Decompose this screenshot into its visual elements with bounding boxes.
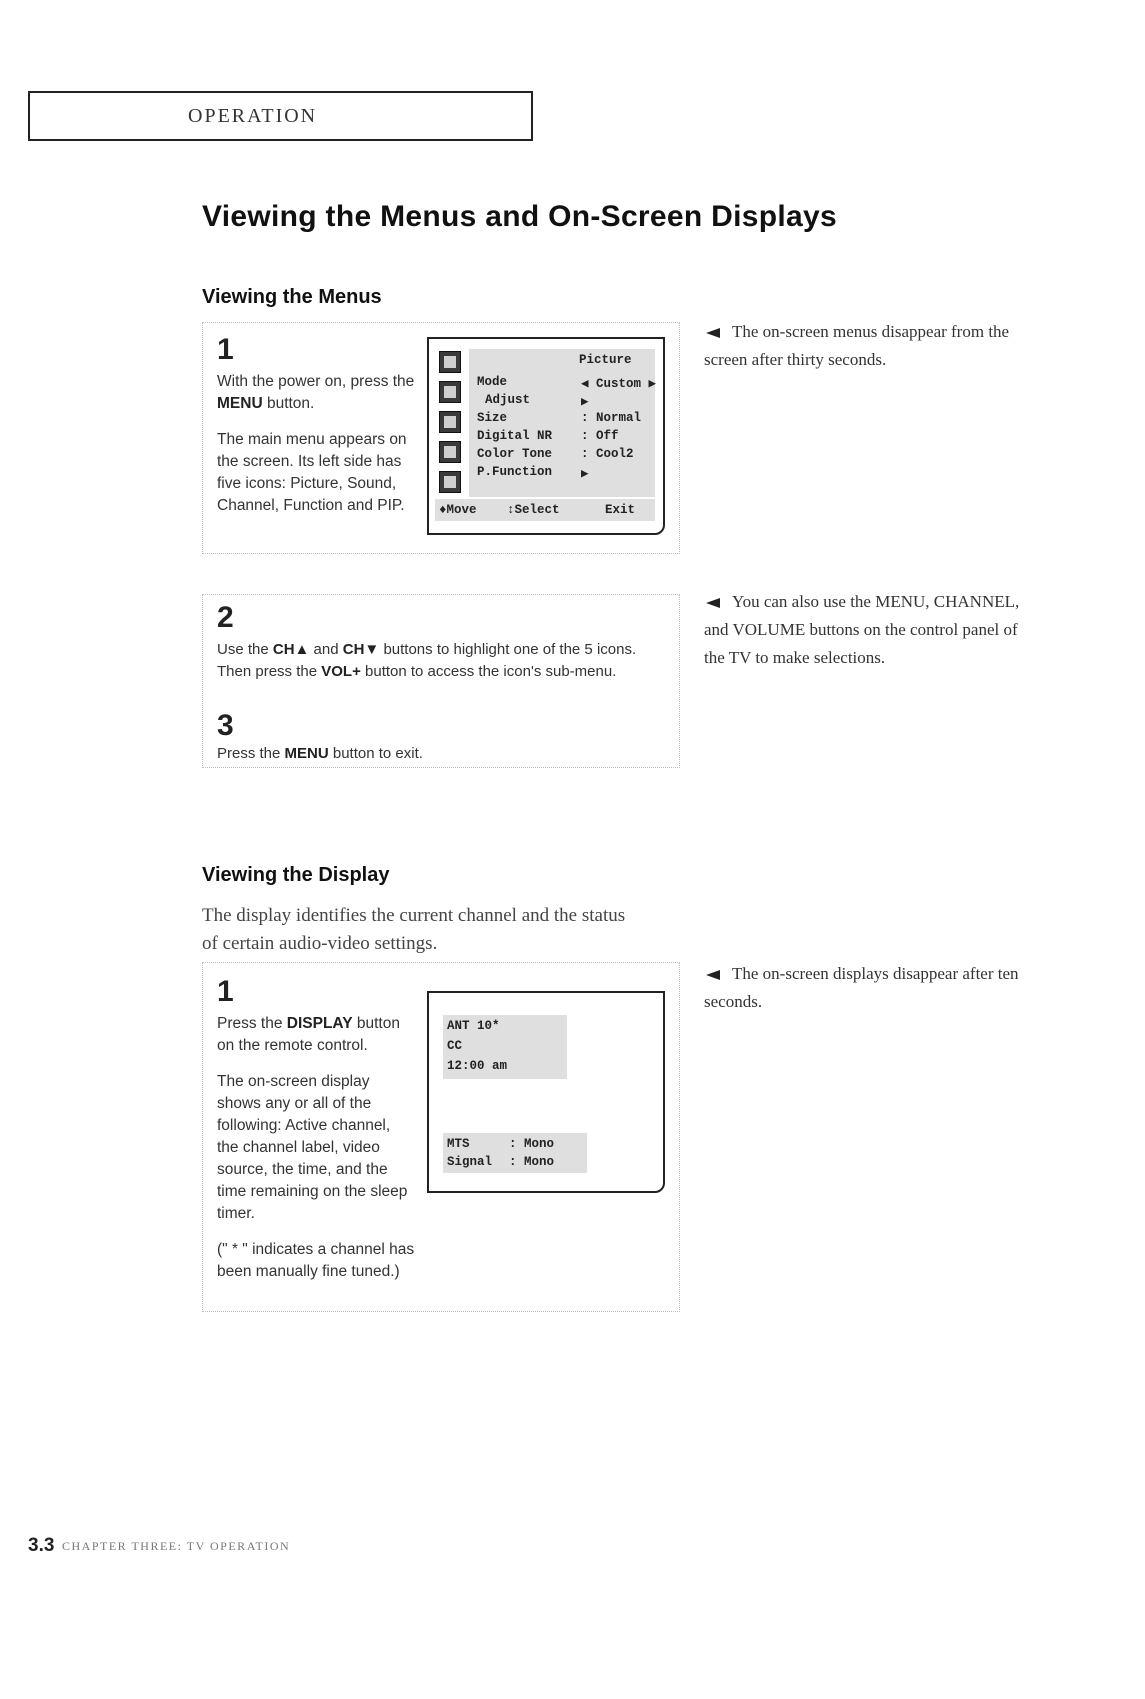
- ch-down-key: CH▼: [342, 641, 380, 658]
- channel-icon: [439, 411, 461, 433]
- menus-step3-menu-key: MENU: [284, 745, 329, 762]
- menus-note-1-text: The on-screen menus disappear from the screen after thirty seconds.: [704, 322, 1010, 369]
- main-menu-screen: [427, 337, 665, 535]
- display-time: 12:00 am: [447, 1059, 508, 1073]
- menu-row-label: P.Function: [477, 465, 553, 479]
- display-step1-text-d: (" * " indicates a channel has been manually fine tuned.): [217, 1241, 415, 1280]
- pointer-arrow-icon: [706, 970, 720, 980]
- menus-step2-text-a: Use the: [217, 641, 273, 658]
- pointer-arrow-icon: [706, 328, 720, 338]
- menus-step3-text-b: button to exit.: [328, 745, 423, 762]
- menus-step1-text-c: The main menu appears on the screen. Its left side has five icons: Picture, Sound, Channel, Function and PIP.: [217, 431, 407, 514]
- menu-row-value: : Off: [581, 429, 619, 443]
- menu-title: Picture: [579, 353, 632, 367]
- display-note-text: The on-screen displays disappear after ten seconds.: [704, 964, 1019, 1011]
- vol-plus-key: VOL+: [321, 663, 361, 680]
- menus-step2-text-e: button to access the icon's sub-menu.: [360, 663, 617, 680]
- section-label: OPERATION: [188, 105, 318, 127]
- display-step1-text-b: button on the remote control.: [217, 1015, 400, 1054]
- menus-step2-text: [217, 639, 677, 683]
- menus-step1-text: [217, 371, 417, 517]
- display-mts-value: : Mono: [509, 1137, 555, 1151]
- display-step1-panel: [202, 962, 680, 1312]
- menu-footer-select: ↕Select: [507, 503, 560, 517]
- menus-note-2-text: You can also use the MENU, CHANNEL, and VOLUME buttons on the control panel of the TV to make selections.: [704, 592, 1020, 667]
- menus-step3-number: 3: [217, 709, 234, 742]
- display-signal-value: : Mono: [509, 1155, 555, 1169]
- menus-step3-text-a: Press the: [217, 745, 285, 762]
- sound-icon: [439, 381, 461, 403]
- menus-step3-text: [217, 743, 677, 765]
- display-step1-text: [217, 1013, 415, 1283]
- menu-row-value: ▶: [581, 467, 589, 481]
- menu-footer-move: ♦Move: [439, 503, 477, 517]
- display-intro-line-2: of certain audio-video settings.: [202, 933, 438, 954]
- menus-step2-3-panel: [202, 594, 680, 768]
- function-icon: [439, 441, 461, 463]
- display-key: DISPLAY: [286, 1015, 353, 1032]
- menus-step1-number: 1: [217, 333, 234, 366]
- menu-row-value: : Cool2: [581, 447, 634, 461]
- menu-row-label: Digital NR: [477, 429, 553, 443]
- menu-footer-exit: Exit: [605, 503, 636, 517]
- menus-note-1: [704, 318, 1022, 374]
- menus-step1-menu-key: MENU: [217, 395, 263, 412]
- menu-row-label: Size: [477, 411, 508, 425]
- display-label: CC: [447, 1039, 463, 1053]
- menus-step1-panel: [202, 322, 680, 554]
- menus-step2-text-c: buttons to highlight one of the 5 icons.: [379, 641, 637, 658]
- display-subheading: Viewing the Display: [202, 864, 390, 886]
- menu-row-value: ◀ Custom ▶: [581, 377, 657, 391]
- ch-up-key: CH▲: [272, 641, 310, 658]
- menu-row-value: : Normal: [581, 411, 642, 425]
- menus-step2-number: 2: [217, 601, 234, 634]
- display-intro: [202, 902, 625, 958]
- page-title: Viewing the Menus and On-Screen Displays: [202, 200, 837, 233]
- display-step1-text-a: Press the: [217, 1015, 287, 1032]
- display-step1-number: 1: [217, 975, 234, 1008]
- display-note: [704, 960, 1022, 1016]
- menus-note-2: [704, 588, 1022, 672]
- menus-step1-text-a: With the power on, press the: [217, 373, 415, 390]
- display-signal-label: Signal: [447, 1155, 493, 1169]
- menus-subheading: Viewing the Menus: [202, 286, 382, 308]
- display-step1-text-c: The on-screen display shows any or all of the following: Active channel, the channel label, video source, the time, and the time remaining on the sleep timer.: [217, 1073, 408, 1222]
- chapter-label: CHAPTER THREE: TV OPERATION: [62, 1539, 291, 1553]
- menus-step1-text-b: button.: [262, 395, 315, 412]
- menu-row-label: Color Tone: [477, 447, 553, 461]
- display-channel: ANT 10*: [447, 1019, 500, 1033]
- menu-row-value: ▶: [581, 395, 589, 409]
- section-header-box: [28, 91, 533, 141]
- menus-step2-text-d: Then press the: [217, 663, 322, 680]
- pointer-arrow-icon: [706, 598, 720, 608]
- menu-row-label: Mode: [477, 375, 508, 389]
- menus-step2-text-b: and: [309, 641, 343, 658]
- menu-row-label: Adjust: [485, 393, 531, 407]
- channel-display-screen: [427, 991, 665, 1193]
- picture-icon: [439, 351, 461, 373]
- pip-icon: [439, 471, 461, 493]
- display-intro-line-1: The display identifies the current channel and the status: [202, 905, 626, 926]
- display-mts-label: MTS: [447, 1137, 470, 1151]
- page-number: 3.3: [28, 1535, 55, 1556]
